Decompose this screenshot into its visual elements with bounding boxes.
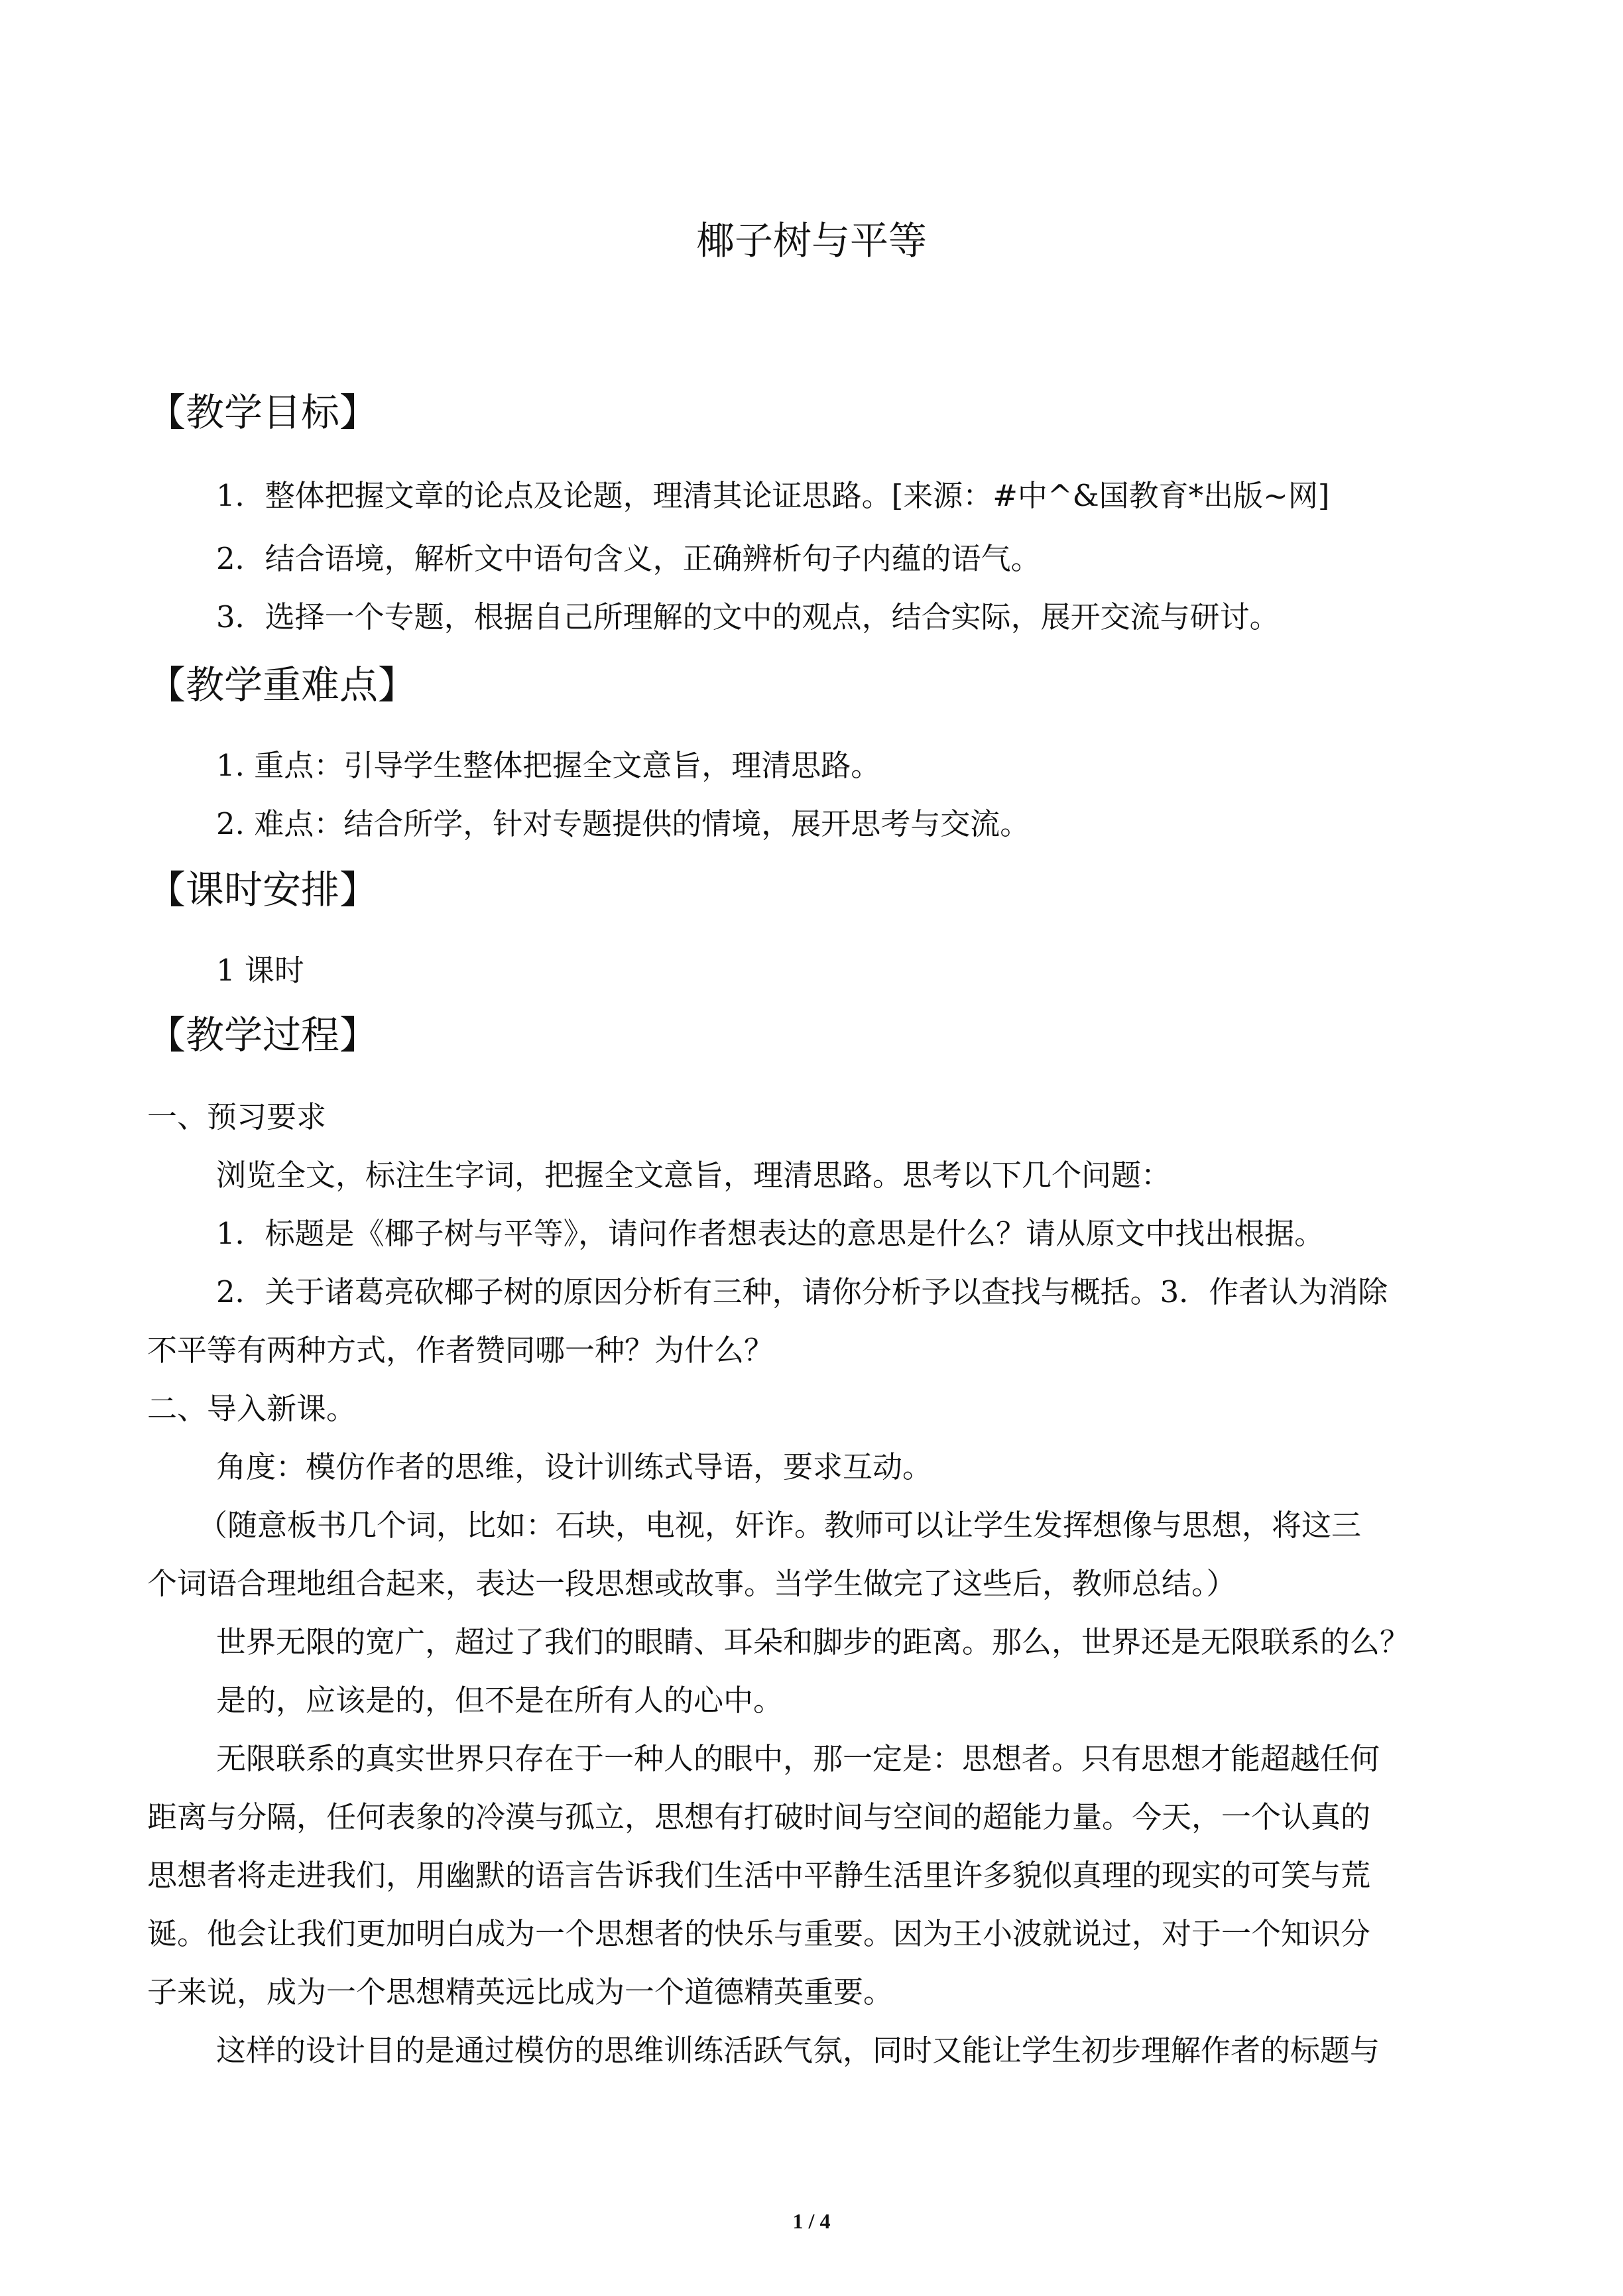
process-line: 世界无限的宽广，超过了我们的眼睛、耳朵和脚步的距离。那么，世界还是无限联系的么？ bbox=[216, 1624, 1410, 1660]
process-line: 距离与分隔，任何表象的冷漠与孤立，思想有打破时间与空间的超能力量。今天，一个认真的 bbox=[147, 1799, 1371, 1835]
process-line: 角度：模仿作者的思维，设计训练式导语，要求互动。 bbox=[216, 1449, 933, 1484]
process-line: 无限联系的真实世界只存在于一种人的眼中，那一定是：思想者。只有思想才能超越任何 bbox=[216, 1741, 1380, 1776]
process-line: 浏览全文，标注生字词，把握全文意旨，理清思路。思考以下几个问题： bbox=[216, 1158, 1172, 1193]
process-line: 不平等有两种方式，作者赞同哪一种？为什么？ bbox=[147, 1333, 774, 1368]
process-line: 是的，应该是的，但不是在所有人的心中。 bbox=[216, 1683, 784, 1718]
objective-item-1: 1．整体把握文章的论点及论题，理清其论证思路。[来源：#中^&国教育*出版~网] bbox=[216, 478, 1330, 513]
process-line: 个词语合理地组合起来，表达一段思想或故事。当学生做完了这些后，教师总结。） bbox=[147, 1566, 1236, 1601]
key-point-item-2: 2. 难点：结合所学，针对专题提供的情境，展开思考与交流。 bbox=[216, 806, 1030, 841]
process-line: 思想者将走进我们，用幽默的语言告诉我们生活中平静生活里许多貌似真理的现实的可笑与荒 bbox=[147, 1858, 1371, 1893]
process-line: 这样的设计目的是通过模仿的思维训练活跃气氛，同时又能让学生初步理解作者的标题与 bbox=[216, 2033, 1380, 2068]
process-line: 子来说，成为一个思想精英远比成为一个道德精英重要。 bbox=[147, 1974, 894, 2010]
heading-schedule: 【课时安排】 bbox=[147, 867, 379, 912]
process-line: 二、导入新课。 bbox=[147, 1391, 357, 1426]
heading-key-points: 【教学重难点】 bbox=[147, 662, 417, 707]
page-number: 1 / 4 bbox=[792, 2209, 831, 2233]
objective-item-2: 2．结合语境，解析文中语句含义，正确辨析句子内蕴的语气。 bbox=[216, 541, 1041, 576]
key-point-item-1: 1. 重点：引导学生整体把握全文意旨，理清思路。 bbox=[216, 748, 881, 783]
objective-item-3: 3．选择一个专题，根据自己所理解的文中的观点，结合实际，展开交流与研讨。 bbox=[216, 599, 1280, 634]
document-title: 椰子树与平等 bbox=[695, 218, 927, 263]
heading-process: 【教学过程】 bbox=[147, 1012, 379, 1057]
process-line: 诞。他会让我们更加明白成为一个思想者的快乐与重要。因为王小波就说过，对于一个知识分 bbox=[147, 1916, 1371, 1951]
process-line: 1．标题是《椰子树与平等》，请问作者想表达的意思是什么？请从原文中找出根据。 bbox=[216, 1216, 1325, 1251]
heading-objectives: 【教学目标】 bbox=[147, 390, 379, 435]
schedule-text: 1 课时 bbox=[216, 953, 304, 988]
process-line: 2．关于诸葛亮砍椰子树的原因分析有三种，请你分析予以查找与概括。3．作者认为消除 bbox=[216, 1274, 1388, 1309]
process-line: （随意板书几个词，比如：石块，电视，奸诈。教师可以让学生发挥想像与思想，将这三 bbox=[198, 1508, 1362, 1543]
process-line: 一、预习要求 bbox=[147, 1099, 327, 1134]
